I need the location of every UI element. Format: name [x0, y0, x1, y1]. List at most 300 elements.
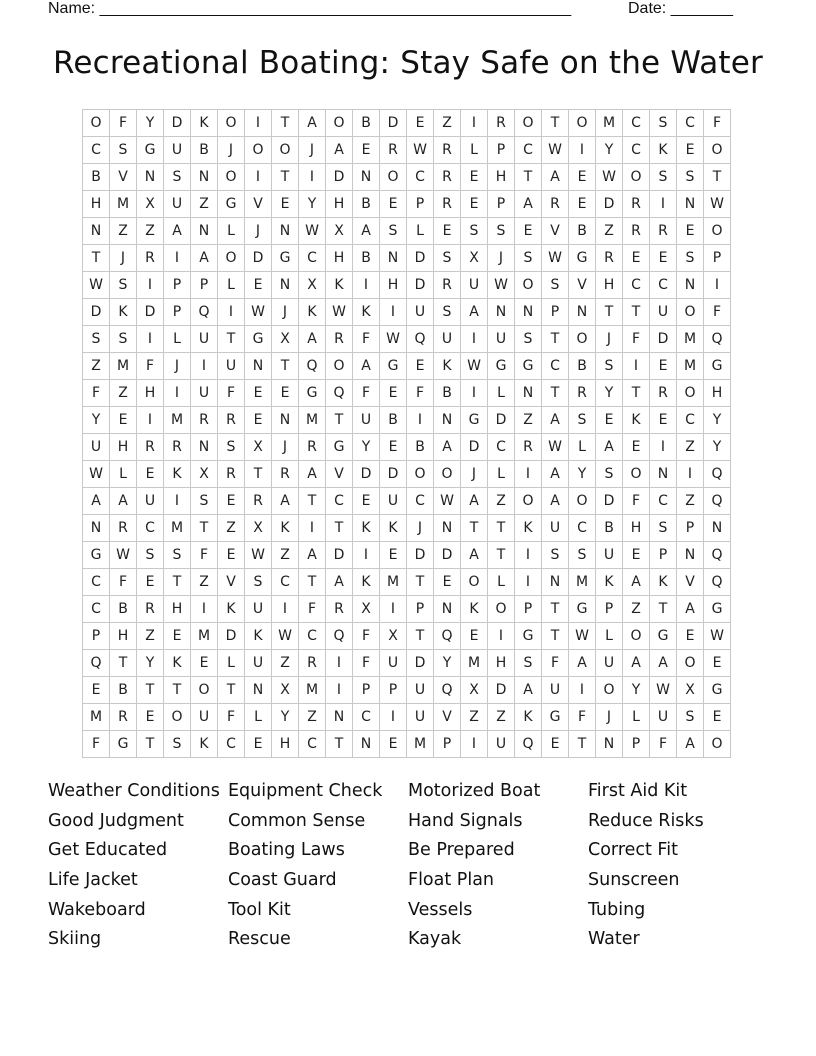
word-list-item: Get Educated [48, 840, 168, 861]
grid-cell: K [353, 515, 380, 542]
grid-cell: X [272, 677, 299, 704]
grid-cell: T [488, 515, 515, 542]
word-list-item: Rescue [228, 929, 291, 950]
grid-cell: M [461, 650, 488, 677]
grid-cell: C [677, 407, 704, 434]
grid-cell: H [137, 380, 164, 407]
grid-cell: Z [677, 488, 704, 515]
grid-cell: O [488, 596, 515, 623]
grid-cell: D [380, 461, 407, 488]
grid-cell: T [542, 326, 569, 353]
grid-cell: M [83, 704, 110, 731]
grid-cell: Z [488, 704, 515, 731]
grid-cell: F [83, 380, 110, 407]
word-list-item: Be Prepared [408, 840, 515, 861]
grid-cell: S [650, 164, 677, 191]
grid-cell: N [191, 434, 218, 461]
grid-cell: E [245, 380, 272, 407]
grid-cell: I [191, 596, 218, 623]
grid-cell: Z [137, 218, 164, 245]
grid-cell: B [569, 353, 596, 380]
grid-cell: E [704, 650, 731, 677]
grid-cell: P [407, 191, 434, 218]
grid-cell: O [623, 461, 650, 488]
grid-cell: T [704, 164, 731, 191]
grid-cell: T [164, 677, 191, 704]
grid-cell: X [245, 515, 272, 542]
grid-cell: A [569, 650, 596, 677]
grid-cell: F [299, 596, 326, 623]
grid-cell: D [407, 245, 434, 272]
grid-cell: P [380, 677, 407, 704]
grid-cell: U [137, 488, 164, 515]
grid-cell: I [380, 596, 407, 623]
grid-cell: P [623, 731, 650, 758]
grid-cell: K [461, 596, 488, 623]
grid-cell: J [164, 353, 191, 380]
grid-cell: Z [596, 218, 623, 245]
grid-cell: Y [704, 434, 731, 461]
grid-cell: J [245, 218, 272, 245]
grid-cell: H [110, 623, 137, 650]
word-list-item: Weather Conditions [48, 781, 220, 801]
grid-cell: U [650, 299, 677, 326]
grid-cell: M [299, 407, 326, 434]
grid-cell: P [488, 137, 515, 164]
grid-cell: N [245, 353, 272, 380]
grid-cell: N [245, 677, 272, 704]
grid-cell: W [542, 137, 569, 164]
grid-cell: J [461, 461, 488, 488]
grid-cell: M [677, 353, 704, 380]
grid-cell: S [164, 731, 191, 758]
grid-cell: A [299, 110, 326, 137]
grid-cell: A [326, 137, 353, 164]
grid-cell: T [299, 488, 326, 515]
grid-cell: W [110, 542, 137, 569]
grid-cell: W [407, 137, 434, 164]
grid-cell: N [677, 272, 704, 299]
grid-cell: S [110, 272, 137, 299]
grid-cell: D [218, 623, 245, 650]
grid-cell: B [353, 110, 380, 137]
grid-cell: P [353, 677, 380, 704]
grid-cell: N [677, 191, 704, 218]
grid-cell: W [596, 164, 623, 191]
grid-cell: W [542, 245, 569, 272]
grid-cell: K [353, 569, 380, 596]
grid-cell: C [299, 731, 326, 758]
grid-cell: P [164, 272, 191, 299]
grid-cell: J [596, 704, 623, 731]
grid-cell: E [569, 191, 596, 218]
grid-cell: K [218, 596, 245, 623]
grid-cell: C [515, 137, 542, 164]
grid-cell: R [218, 461, 245, 488]
grid-cell: G [326, 434, 353, 461]
grid-cell: I [164, 488, 191, 515]
grid-cell: I [515, 461, 542, 488]
grid-cell: S [110, 137, 137, 164]
grid-cell: G [380, 353, 407, 380]
grid-cell: E [380, 542, 407, 569]
grid-cell: I [461, 110, 488, 137]
grid-cell: I [515, 542, 542, 569]
grid-cell: X [272, 326, 299, 353]
grid-cell: C [542, 353, 569, 380]
grid-cell: D [245, 245, 272, 272]
word-list-item: Float Plan [408, 870, 495, 891]
grid-cell: U [218, 353, 245, 380]
word-list [48, 779, 768, 957]
grid-cell: O [623, 164, 650, 191]
grid-cell: X [461, 245, 488, 272]
grid-cell: E [407, 353, 434, 380]
grid-cell: Q [83, 650, 110, 677]
grid-cell: X [677, 677, 704, 704]
grid-cell: O [704, 731, 731, 758]
grid-cell: L [218, 218, 245, 245]
word-list-item: Correct Fit [588, 840, 678, 861]
grid-cell: E [677, 137, 704, 164]
grid-cell: S [596, 461, 623, 488]
grid-cell: E [434, 569, 461, 596]
grid-cell: S [515, 245, 542, 272]
grid-cell: B [596, 515, 623, 542]
grid-cell: O [677, 299, 704, 326]
grid-cell: A [515, 677, 542, 704]
grid-cell: M [164, 515, 191, 542]
grid-cell: I [353, 542, 380, 569]
grid-cell: G [461, 407, 488, 434]
grid-cell: B [569, 218, 596, 245]
grid-cell: E [245, 272, 272, 299]
grid-cell: R [515, 434, 542, 461]
grid-cell: F [353, 650, 380, 677]
grid-cell: I [164, 245, 191, 272]
grid-cell: T [164, 569, 191, 596]
grid-cell: S [650, 110, 677, 137]
grid-cell: S [515, 326, 542, 353]
grid-cell: E [677, 623, 704, 650]
grid-cell: T [542, 110, 569, 137]
grid-cell: P [650, 542, 677, 569]
grid-cell: K [515, 704, 542, 731]
grid-cell: L [218, 272, 245, 299]
grid-cell: T [623, 299, 650, 326]
grid-cell: C [569, 515, 596, 542]
grid-cell: N [191, 164, 218, 191]
grid-cell: T [326, 515, 353, 542]
grid-cell: O [677, 380, 704, 407]
grid-cell: C [83, 596, 110, 623]
grid-cell: U [407, 677, 434, 704]
grid-cell: U [191, 704, 218, 731]
grid-cell: X [461, 677, 488, 704]
grid-cell: U [596, 542, 623, 569]
grid-cell: I [326, 650, 353, 677]
grid-cell: H [623, 515, 650, 542]
grid-cell: H [110, 434, 137, 461]
grid-cell: T [326, 407, 353, 434]
grid-cell: K [623, 407, 650, 434]
grid-cell: L [164, 326, 191, 353]
grid-cell: C [299, 623, 326, 650]
grid-cell: F [353, 623, 380, 650]
grid-cell: C [488, 434, 515, 461]
grid-cell: I [407, 407, 434, 434]
grid-cell: I [137, 407, 164, 434]
grid-cell: C [407, 488, 434, 515]
grid-cell: B [380, 407, 407, 434]
grid-cell: I [650, 434, 677, 461]
grid-cell: N [542, 569, 569, 596]
grid-cell: E [380, 191, 407, 218]
grid-cell: W [380, 326, 407, 353]
grid-cell: K [326, 272, 353, 299]
grid-cell: V [245, 191, 272, 218]
grid-cell: I [137, 272, 164, 299]
grid-cell: N [434, 596, 461, 623]
grid-cell: K [272, 515, 299, 542]
grid-cell: A [596, 434, 623, 461]
grid-cell: T [137, 677, 164, 704]
grid-cell: N [353, 164, 380, 191]
name-field-label: Name: _____________________________________________________ [48, 0, 572, 17]
grid-cell: A [299, 542, 326, 569]
grid-cell: D [434, 542, 461, 569]
grid-cell: T [137, 731, 164, 758]
word-list-item: Life Jacket [48, 870, 138, 891]
grid-cell: O [515, 488, 542, 515]
grid-cell: Q [326, 380, 353, 407]
grid-cell: O [569, 326, 596, 353]
grid-cell: Y [83, 407, 110, 434]
grid-cell: I [488, 623, 515, 650]
grid-cell: O [218, 110, 245, 137]
grid-cell: P [83, 623, 110, 650]
grid-cell: Q [326, 623, 353, 650]
grid-cell: H [596, 272, 623, 299]
grid-cell: N [488, 299, 515, 326]
grid-cell: S [164, 542, 191, 569]
grid-cell: S [515, 650, 542, 677]
grid-cell: V [110, 164, 137, 191]
grid-cell: N [272, 407, 299, 434]
grid-cell: M [380, 569, 407, 596]
grid-cell: E [137, 569, 164, 596]
grid-cell: F [569, 704, 596, 731]
grid-cell: H [164, 596, 191, 623]
grid-cell: U [380, 488, 407, 515]
grid-cell: P [434, 731, 461, 758]
grid-cell: U [488, 731, 515, 758]
grid-cell: F [704, 299, 731, 326]
grid-cell: Y [596, 380, 623, 407]
grid-cell: L [488, 461, 515, 488]
grid-cell: P [542, 299, 569, 326]
grid-cell: Z [137, 623, 164, 650]
grid-cell: X [137, 191, 164, 218]
grid-cell: O [596, 677, 623, 704]
grid-cell: K [380, 515, 407, 542]
grid-cell: N [380, 245, 407, 272]
grid-cell: R [488, 110, 515, 137]
grid-cell: O [461, 569, 488, 596]
grid-cell: H [488, 650, 515, 677]
grid-cell: U [83, 434, 110, 461]
grid-cell: A [83, 488, 110, 515]
grid-cell: K [650, 569, 677, 596]
grid-cell: M [569, 569, 596, 596]
grid-cell: E [461, 191, 488, 218]
grid-cell: E [461, 164, 488, 191]
grid-cell: A [353, 353, 380, 380]
grid-cell: A [272, 488, 299, 515]
grid-cell: X [326, 218, 353, 245]
grid-cell: C [272, 569, 299, 596]
grid-cell: Y [272, 704, 299, 731]
grid-cell: Q [191, 299, 218, 326]
grid-cell: P [515, 596, 542, 623]
grid-cell: A [650, 650, 677, 677]
grid-cell: N [515, 299, 542, 326]
grid-cell: D [596, 488, 623, 515]
grid-cell: R [137, 245, 164, 272]
grid-cell: G [137, 137, 164, 164]
grid-cell: D [407, 272, 434, 299]
grid-cell: I [515, 569, 542, 596]
grid-cell: E [353, 488, 380, 515]
grid-cell: U [245, 596, 272, 623]
grid-cell: C [299, 245, 326, 272]
grid-cell: W [461, 353, 488, 380]
grid-cell: R [299, 650, 326, 677]
grid-cell: V [326, 461, 353, 488]
date-field-label: Date: _______ [628, 0, 733, 17]
grid-cell: E [650, 245, 677, 272]
grid-cell: D [488, 677, 515, 704]
grid-cell: Y [704, 407, 731, 434]
grid-cell: W [650, 677, 677, 704]
grid-cell: E [515, 218, 542, 245]
grid-cell: M [596, 110, 623, 137]
grid-cell: E [380, 380, 407, 407]
grid-cell: G [218, 191, 245, 218]
grid-cell: I [326, 677, 353, 704]
grid-cell: V [434, 704, 461, 731]
grid-cell: N [569, 299, 596, 326]
grid-cell: S [245, 569, 272, 596]
grid-cell: N [83, 218, 110, 245]
grid-cell: R [542, 191, 569, 218]
grid-cell: T [272, 164, 299, 191]
grid-cell: I [380, 704, 407, 731]
grid-cell: O [434, 461, 461, 488]
grid-cell: R [326, 326, 353, 353]
grid-cell: Q [434, 623, 461, 650]
grid-cell: Z [83, 353, 110, 380]
grid-cell: J [218, 137, 245, 164]
word-list-item: Coast Guard [228, 870, 337, 891]
grid-cell: Y [353, 434, 380, 461]
grid-cell: H [83, 191, 110, 218]
grid-cell: W [272, 623, 299, 650]
grid-cell: F [83, 731, 110, 758]
grid-cell: N [596, 731, 623, 758]
grid-cell: J [596, 326, 623, 353]
grid-cell: L [596, 623, 623, 650]
grid-cell: A [326, 569, 353, 596]
grid-cell: A [542, 407, 569, 434]
grid-cell: N [191, 218, 218, 245]
grid-cell: H [380, 272, 407, 299]
grid-cell: O [191, 677, 218, 704]
grid-cell: E [461, 623, 488, 650]
grid-cell: A [542, 461, 569, 488]
grid-cell: S [677, 245, 704, 272]
grid-cell: M [407, 731, 434, 758]
grid-cell: I [461, 731, 488, 758]
grid-cell: Z [515, 407, 542, 434]
grid-cell: T [83, 245, 110, 272]
grid-cell: A [623, 650, 650, 677]
grid-cell: G [245, 326, 272, 353]
grid-cell: D [353, 461, 380, 488]
grid-cell: E [272, 191, 299, 218]
grid-cell: E [164, 623, 191, 650]
grid-cell: T [218, 677, 245, 704]
grid-cell: R [218, 407, 245, 434]
word-list-item: Common Sense [228, 810, 366, 831]
grid-cell: Q [704, 326, 731, 353]
grid-cell: T [461, 515, 488, 542]
grid-cell: N [83, 515, 110, 542]
grid-cell: H [488, 164, 515, 191]
grid-cell: I [137, 326, 164, 353]
grid-cell: T [218, 326, 245, 353]
grid-cell: S [191, 488, 218, 515]
grid-cell: F [110, 569, 137, 596]
grid-cell: I [623, 353, 650, 380]
grid-cell: W [542, 434, 569, 461]
grid-cell: W [569, 623, 596, 650]
grid-cell: L [461, 137, 488, 164]
grid-cell: S [542, 542, 569, 569]
grid-cell: S [677, 704, 704, 731]
grid-cell: T [488, 542, 515, 569]
grid-cell: C [83, 569, 110, 596]
grid-cell: Q [704, 569, 731, 596]
grid-cell: C [650, 272, 677, 299]
grid-cell: E [623, 434, 650, 461]
grid-cell: K [515, 515, 542, 542]
grid-cell: T [110, 650, 137, 677]
grid-cell: R [272, 461, 299, 488]
grid-cell: A [515, 191, 542, 218]
grid-cell: X [191, 461, 218, 488]
grid-cell: K [191, 731, 218, 758]
grid-cell: N [326, 704, 353, 731]
grid-cell: T [542, 596, 569, 623]
grid-cell: T [407, 569, 434, 596]
word-list-item: Motorized Boat [408, 781, 541, 801]
grid-cell: R [380, 137, 407, 164]
grid-cell: U [164, 191, 191, 218]
grid-cell: I [245, 110, 272, 137]
grid-cell: A [542, 488, 569, 515]
grid-cell: H [326, 191, 353, 218]
